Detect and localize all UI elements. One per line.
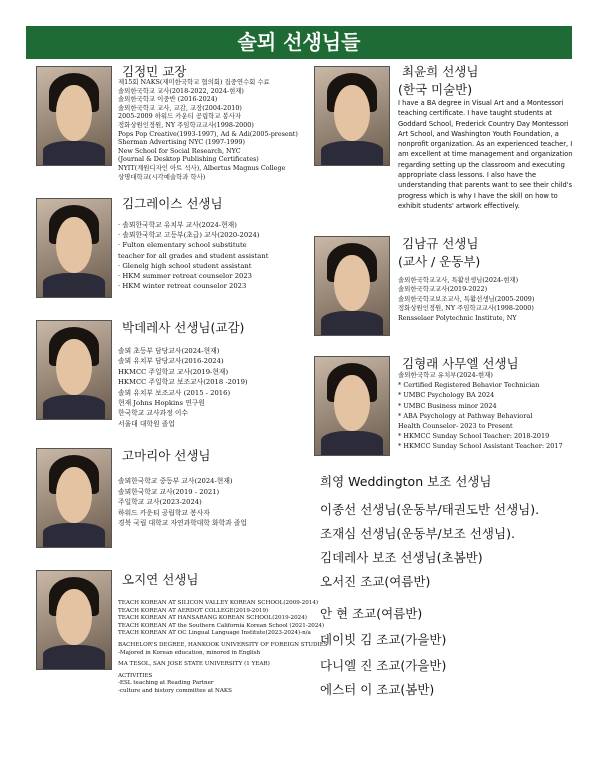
assistant-name: 김데레사 보조 선생님(초봄반) [320,550,483,565]
bio-line: * Certified Registered Behavior Technician [398,381,540,390]
bio-line: (Journal & Desktop Publishing Certificates) [118,155,259,164]
teacher-photo-kim-grace [36,198,112,298]
teacher-bio-list [118,600,328,696]
teacher-photo-kim-jungmin [36,66,112,166]
assistant-name: 에스터 이 조교(봄반) [320,682,435,697]
bio-line: · Fulton elementary school substitute [118,241,247,250]
bio-line: 솔뫼 유치부 담당교사(2016-2024) [118,357,224,366]
bio-line: New School for Social Research, NYC [118,146,241,155]
bio-line: · HKM winter retreat counselor 2023 [118,282,247,291]
bio-line: · 솔뫼한국학교 고등부(초급) 교사(2020-2024) [118,231,260,240]
bio-line: HKMCC 주일학교 교사(2019-현재) [118,367,229,376]
bio-line: · HKM summer retreat counselor 2023 [118,272,252,281]
teacher-bio-text: I have a BA degree in Visual Art and a Montessori teaching certificate. I have taught students at Goddard School, Frederick Country Day Montessori Art School, and Washington Youth Foundation, a nonprofit organization. As an experienced teacher, I am excellent at time management and organization regarding setting up the classroom and executing appropriate class lessons. I also have the understanding that parents want to see their child's progress which is why I have the skill on how to exhibit students' artwork effectively. [398,99,573,210]
teacher-photo-park-theresa [36,320,112,420]
teacher-name: 오지연 선생님 [122,572,199,587]
bio-line: TEACH KOREAN AT SILICON VALLEY KOREAN SCHOOL(2009-2014) [118,600,319,606]
assistant-name: 데이빗 김 조교(가을반) [320,632,447,647]
bio-line: 현재 Johns Hopkins 연구원 [118,399,205,408]
bio-line: Rensselaer Polytechnic Institute, NY [398,313,517,322]
bio-line: 솔뫼한국학교교사(2019-2022) [398,285,488,294]
bio-line: 하워드 카운티 공립학교 봉사자 [118,508,210,517]
bio-line: Pops Pop Creative(1993-1997), Ad & Adi(2005-present) [118,129,298,138]
teacher-name: 김그레이스 선생님 [122,196,223,211]
bio-line: 한국학교 교사과정 이수 [118,409,188,418]
teacher-bio-list [118,476,247,529]
teacher-name: 김정민 교장 [122,64,187,79]
assistant-name: 조재심 선생님(운동부/보조 선생님). [320,526,515,541]
bio-line: TEACH KOREAN AT AERDOT COLLEGE(2019-2019) [118,607,269,614]
assistant-name: 안 현 조교(여름반) [320,606,423,621]
teacher-bio-list [118,220,268,291]
teacher-bio-list [398,276,534,323]
assistant-name: 다니엘 진 조교(가을반) [320,658,447,673]
bio-line: HKMCC 주일학교 보조교사(2018 -2019) [118,378,248,387]
teacher-photo-ko-maria [36,448,112,548]
bio-line: Sherman Advertising NYC (1997-1999) [118,138,245,147]
bio-line: 솔뫼한국학교교사, 특활선생님(2024-현재) [398,276,519,284]
bio-line: * HKMCC Sunday School Assistant Teacher: 2017 [398,442,563,451]
bio-line: 경북 국립 대학교 자연과학대학 화학과 졸업 [118,519,247,528]
bio-line: 정화상원인정원, NY 주임학교교사(1998-2000) [398,304,534,313]
bio-line: * ABA Psychology at Pathway Behavioral [398,411,533,420]
bio-line: Health Counselor- 2023 to Present [398,422,513,431]
bio-line: * HKMCC Sunday School Teacher: 2018-2019 [398,432,550,441]
bio-line: 정화상원인정원, NY 주임학교교사(1998-2000) [118,120,254,129]
bio-line: 솔뫼한국학교 유치부(2024-현재) [398,371,493,379]
teacher-name: 고마리아 선생님 [122,448,211,463]
assistant-name: 이종선 선생님(운동부/태권도반 선생님). [320,502,540,517]
bio-line: 서울대 대학원 졸업 [118,419,175,428]
bio-line: · Glenelg high school student assistant [118,261,252,270]
bio-line: 상명대학교(시각예술학과 학사) [118,172,206,181]
teacher-name: 김형래 사무엘 선생님 [402,356,519,371]
teacher-photo-oh-jiyeon [36,570,112,670]
bio-line: NYIT(계원디자인 아트 석사), Albertus Magnus College [118,163,286,172]
bio-line: TEACH KOREAN AT HANSARANG KOREAN SCHOOL(2019-2024) [118,615,307,622]
bio-line: · 솔뫼한국학교 유치부 교사(2024-현재) [118,221,237,229]
bio-line: 주일학교 교사(2023-2024) [118,498,202,507]
bio-line: -Majored in Korean education, minored in English [118,649,261,656]
teacher-name: 최윤희 선생님 [402,64,479,79]
teacher-name: 박데레사 선생님(교감) [122,320,245,335]
teacher-bio-list [118,78,298,181]
bio-line: 제15회 NAKS(재미한국학교 협의회) 집중연수회 수료 [118,78,270,86]
teacher-bio-list [118,346,248,429]
bio-line: 솔뫼 유치부 보조교사 (2015 - 2016) [118,388,231,397]
bio-line: 솔뫼한국학교 이중반 (2016-2024) [118,95,218,104]
bio-line: 솔뫼한국학교 교사(2019 - 2021) [118,487,220,496]
bio-line: TEACH KOREAN AT the Southern California Korean School (2021-2024) [118,622,325,629]
bio-line: * UMBC Psychology BA 2024 [398,391,495,400]
bio-line: 솔뫼한국학교 교사, 교감, 교장(2004-2010) [118,103,242,112]
teacher-photo-kim-namkyu [314,236,390,336]
teacher-photo-kim-samuel [314,356,390,456]
bio-line: -ESL teaching at Reading Partner [118,680,214,687]
bio-line: * UMBC Business minor 2024 [398,401,497,410]
teacher-subtitle: (교사 / 운동부) [398,254,481,269]
bio-line: teacher for all grades and student assistant [118,251,269,260]
teacher-bio-list [398,370,563,452]
assistant-name: 오서진 조교(여름반) [320,574,431,589]
bio-line: TEACH KOREAN AT OC Lingual Language Institute(2023-2024)-n/a [118,630,311,637]
bio-line: 2005-2009 하워드 카운티 공립학교 봉사자 [118,112,242,121]
bio-line: 솔뫼 초등부 담당교사(2024-현재) [118,347,220,355]
bio-line: BACHELOR'S DEGREE, HANKOOK UNIVERSITY OF FOREIGN STUDIES [118,641,328,648]
bio-line: -culture and history committee at NAKS [118,687,232,694]
teacher-subtitle: (한국 미술반) [398,82,473,97]
teacher-photo-choi-yoonhee [314,66,390,166]
assistant-name: 희영 Weddington 보조 선생님 [320,474,492,489]
page-title: 솔뫼 선생님들 [26,26,572,59]
teacher-name: 김남규 선생님 [402,236,479,251]
bio-line: 솔뫼한국학교보조교사, 특활선생님(2005-2009) [398,294,535,303]
bio-line: ACTIVITIES [118,672,153,679]
bio-line: 솔뫼한국학교 중등부 교사(2024-현재) [118,477,233,485]
bio-line: 솔뫼한국학교 교사(2018-2022, 2024-현재) [118,86,244,95]
bio-line: MA TESOL, SAN JOSE STATE UNIVERSITY (1 YEAR) [118,661,270,668]
